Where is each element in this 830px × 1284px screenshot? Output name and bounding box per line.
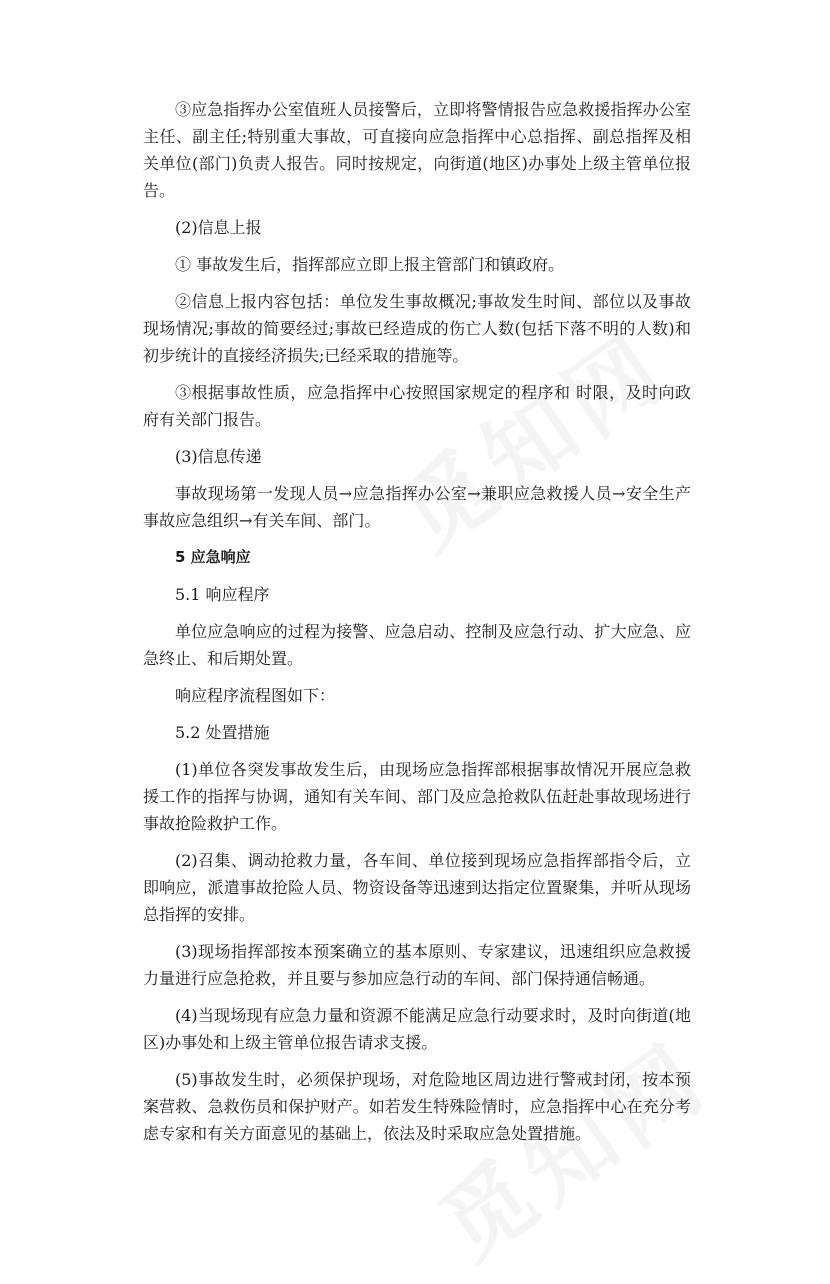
paragraph: ③根据事故性质，应急指挥中心按照国家规定的程序和 时限，及时向政府有关部门报告。 — [143, 383, 691, 429]
section-heading: 5 应急响应 — [175, 548, 251, 566]
paragraph: (4)当现场现有应急力量和资源不能满足应急行动要求时，及时向街道(地区)办事处和上级主管单位报告请求支援。 — [143, 1006, 691, 1052]
paragraph: ②信息上报内容包括：单位发生事故概况;事故发生时间、部位以及事故现场情况;事故的简要经过;事故已经造成的伤亡人数(包括下落不明的人数)和初步统计的直接经济损失;已经采取的措施等。 — [143, 292, 691, 365]
subheading-info-transfer: (3)信息传递 — [175, 447, 262, 466]
paragraph: (3)现场指挥部按本预案确立的基本原则、专家建议，迅速组织应急救援力量进行应急抢救，并且要与参加应急行动的车间、部门保持通信畅通。 — [143, 942, 691, 988]
paragraph: ③应急指挥办公室值班人员接警后，立即将警情报告应急救援指挥办公室主任、副主任;特别重大事故，可直接向应急指挥中心总指挥、副总指挥及相关单位(部门)负责人报告。同时按规定，向街道(地区)办事处上级主管单位报告。 — [143, 100, 691, 200]
paragraph: 事故现场第一发现人员→应急指挥办公室→兼职应急救援人员→安全生产事故应急组织→有关车间、部门。 — [143, 484, 691, 530]
paragraph: 响应程序流程图如下： — [175, 686, 336, 705]
paragraph: (2)召集、调动抢救力量，各车间、单位接到现场应急指挥部指令后，立即响应，派遣事故抢险人员、物资设备等迅速到达指定位置聚集，并听从现场总指挥的安排。 — [143, 851, 691, 924]
document-body — [143, 96, 691, 1157]
subsection-heading: 5.1 响应程序 — [175, 585, 270, 604]
subheading-info-report: (2)信息上报 — [175, 218, 262, 237]
paragraph: (5)事故发生时，必须保护现场，对危险地区周边进行警戒封闭，按本预案营救、急救伤员和保护财产。如若发生特殊险情时，应急指挥中心在充分考虑专家和有关方面意见的基础上，依法及时采取应急处置措施。 — [143, 1070, 691, 1143]
paragraph: 单位应急响应的过程为接警、应急启动、控制及应急行动、扩大应急、应急终止、和后期处置。 — [143, 622, 691, 668]
paragraph: (1)单位各突发事故发生后，由现场应急指挥部根据事故情况开展应急救援工作的指挥与协调，通知有关车间、部门及应急抢救队伍赶赴事故现场进行事故抢险救护工作。 — [143, 760, 691, 833]
subsection-heading: 5.2 处置措施 — [175, 723, 270, 742]
paragraph: ① 事故发生后，指挥部应立即上报主管部门和镇政府。 — [175, 255, 565, 274]
